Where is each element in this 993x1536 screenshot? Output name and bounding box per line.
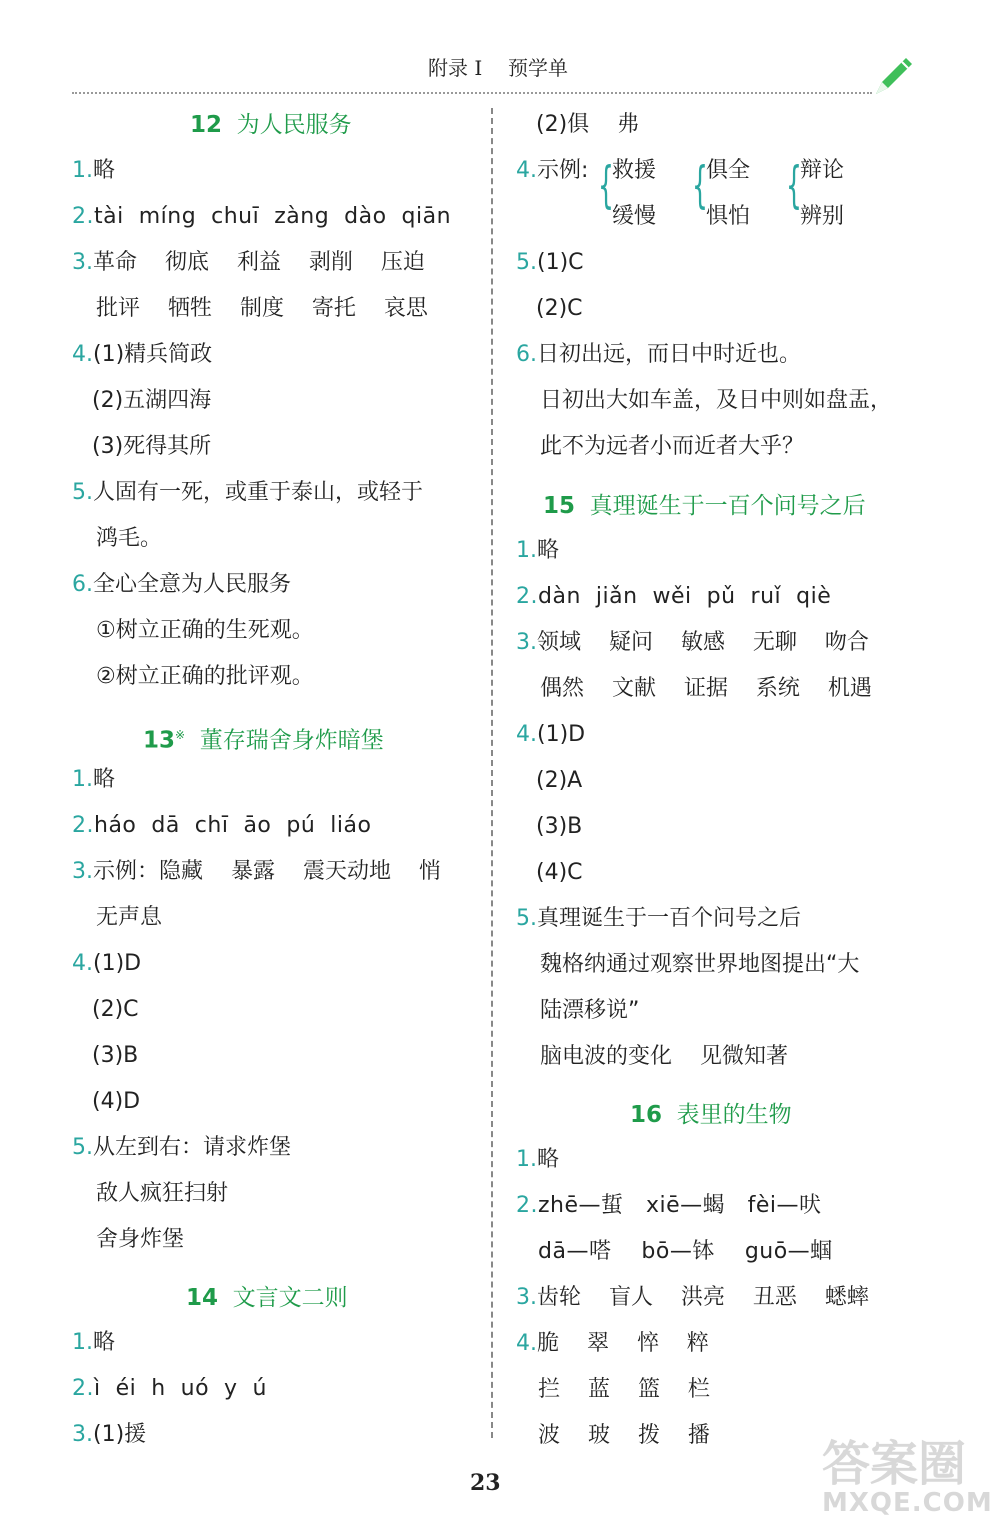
list-item: 魏格纳通过观察世界地图提出“大 <box>540 952 860 977</box>
list-item: 2.tài míng chuī zàng dào qiān <box>72 204 452 229</box>
list-item: 2.dàn jiǎn wěi pǔ ruǐ qiè <box>516 584 832 609</box>
section-title-16: 16 表里的生物 <box>630 1102 792 1128</box>
list-item: (2)C <box>536 296 583 321</box>
list-item: 偶然 文献 证据 系统 机遇 <box>540 676 872 701</box>
list-item: 3.(1)援 <box>72 1422 147 1447</box>
list-item: 救援 <box>612 158 657 183</box>
list-item: 4.(1)D <box>516 722 586 747</box>
watermark-url: MXQE.COM <box>822 1488 993 1518</box>
list-item: 1.略 <box>72 767 116 792</box>
list-item: 3.齿轮 盲人 洪亮 丑恶 蟋蟀 <box>516 1285 869 1310</box>
section-title-15: 15 真理诞生于一百个问号之后 <box>543 493 866 519</box>
page-header <box>0 52 993 82</box>
list-item: 敌人疯狂扫射 <box>96 1181 229 1206</box>
pencil-icon <box>872 52 918 98</box>
list-item: 无声息 <box>96 905 163 930</box>
list-item: (4)D <box>92 1089 141 1114</box>
list-item: 舍身炸堡 <box>96 1227 185 1252</box>
list-item: 4.示例: <box>516 158 589 183</box>
brace-icon: { <box>597 156 614 214</box>
list-item: (3)B <box>536 814 583 839</box>
list-item: (3)死得其所 <box>92 434 212 459</box>
section-title-13: 13※ 董存瑞舍身炸暗堡 <box>143 727 384 754</box>
list-item: (2)五湖四海 <box>92 388 212 413</box>
list-item: 2.háo dā chī āo pú liáo <box>72 813 372 838</box>
list-item: 拦 蓝 篮 栏 <box>538 1377 710 1402</box>
list-item: 脑电波的变化 见微知著 <box>540 1044 788 1069</box>
page-number: 23 <box>470 1470 501 1496</box>
list-item: 5.(1)C <box>516 250 584 275</box>
list-item: 1.略 <box>516 1147 560 1172</box>
list-item: 3.革命 彻底 利益 剥削 压迫 <box>72 250 425 275</box>
list-item: 2.zhē—蜇 xiē—蝎 fèi—吠 <box>516 1193 822 1218</box>
list-item: 4.脆 翠 悴 粹 <box>516 1331 709 1356</box>
list-item: 日初出大如车盖，及日中则如盘盂， <box>540 388 893 413</box>
list-item: 批评 牺牲 制度 寄托 哀思 <box>96 296 428 321</box>
list-item: 鸿毛。 <box>96 526 163 551</box>
section-title-14: 14 文言文二则 <box>186 1285 348 1311</box>
list-item: 缓慢 <box>612 204 657 229</box>
list-item: 1.略 <box>72 158 116 183</box>
list-item: 4.(1)精兵简政 <box>72 342 213 367</box>
list-item: 此不为远者小而近者大乎？ <box>540 434 805 459</box>
list-item: (2)A <box>536 768 583 793</box>
watermark-logo <box>822 1436 993 1530</box>
list-item: (3)B <box>92 1043 139 1068</box>
list-item: 1.略 <box>516 538 560 563</box>
list-item: 4.(1)D <box>72 951 142 976</box>
brace-icon: { <box>785 156 802 214</box>
list-item: 辩论 <box>800 158 845 183</box>
list-item: ②树立正确的批评观。 <box>96 664 314 689</box>
list-item: 惧怕 <box>706 204 751 229</box>
list-item: (2)C <box>92 997 139 1022</box>
list-item: 辨别 <box>800 204 845 229</box>
header-subtitle: 预学单 <box>508 56 568 80</box>
list-item: 3.示例：隐藏 暴露 震天动地 悄 <box>72 859 441 884</box>
list-item: 陆漂移说” <box>540 998 640 1023</box>
list-item: 1.略 <box>72 1330 116 1355</box>
list-item: 6.日初出远，而日中时近也。 <box>516 342 802 367</box>
list-item: 俱全 <box>706 158 751 183</box>
list-item: dā—嗒 bō—钵 guō—蝈 <box>538 1239 833 1264</box>
list-item: (4)C <box>536 860 583 885</box>
list-item: 2.ì éi h uó y ú <box>72 1376 268 1401</box>
list-item: 5.从左到右：请求炸堡 <box>72 1135 292 1160</box>
list-item: ①树立正确的生死观。 <box>96 618 314 643</box>
list-item: 5.真理诞生于一百个问号之后 <box>516 906 802 931</box>
column-divider <box>491 108 493 1438</box>
watermark-text: 答案圈 <box>822 1436 967 1492</box>
header-title: 附录 I <box>428 56 483 80</box>
list-item: 5.人固有一死，或重于泰山，或轻于 <box>72 480 424 505</box>
list-item: 3.领域 疑问 敏感 无聊 吻合 <box>516 630 869 655</box>
list-item: 6.全心全意为人民服务 <box>72 572 292 597</box>
section-title-12: 12 为人民服务 <box>190 112 352 138</box>
list-item: (2)俱 弗 <box>536 112 640 137</box>
brace-icon: { <box>691 156 708 214</box>
list-item: 波 玻 拨 播 <box>538 1423 710 1448</box>
header-rule <box>72 92 872 94</box>
